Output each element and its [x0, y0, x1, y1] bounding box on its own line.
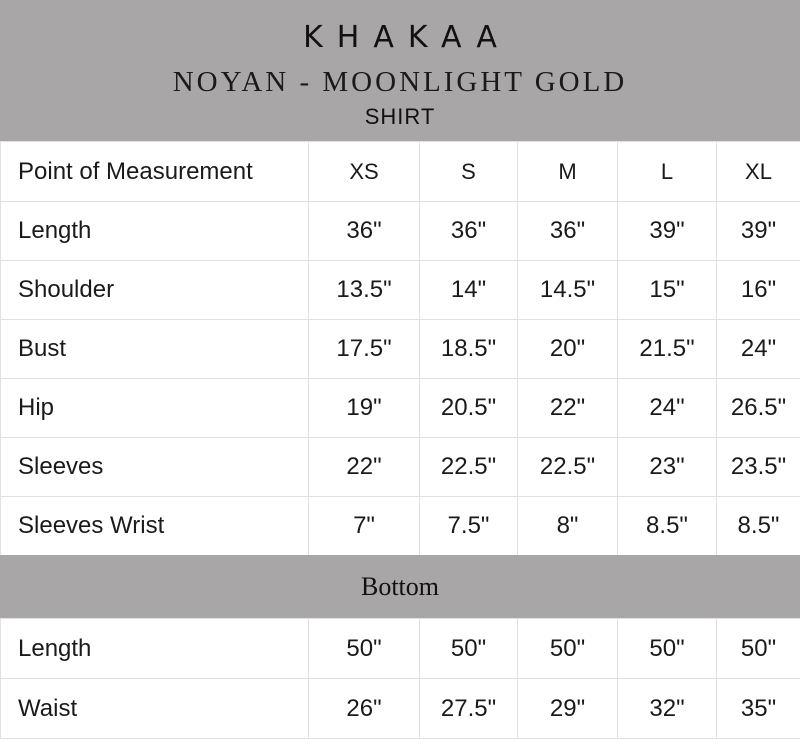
measurement-value: 50"	[309, 619, 420, 679]
table-row	[1, 261, 800, 320]
table-row	[1, 438, 800, 497]
table-row	[1, 379, 800, 438]
measurement-value: 21.5"	[618, 320, 717, 379]
measurement-value: 32"	[618, 679, 717, 739]
size-chart-header	[0, 0, 800, 141]
size-header-row	[1, 142, 800, 202]
measurement-value: 50"	[420, 619, 518, 679]
measurement-label: Length	[1, 202, 309, 261]
measurement-value: 24"	[618, 379, 717, 438]
measurement-value: 26"	[309, 679, 420, 739]
measurement-label: Sleeves	[1, 438, 309, 497]
measurement-value: 29"	[518, 679, 618, 739]
measurement-value: 24"	[717, 320, 800, 379]
measurement-value: 22"	[309, 438, 420, 497]
measurement-label: Hip	[1, 379, 309, 438]
measurement-value: 26.5"	[717, 379, 800, 438]
shirt-size-table	[0, 141, 800, 556]
measurement-label: Bust	[1, 320, 309, 379]
bottom-section-header: Bottom	[0, 555, 800, 618]
measurement-value: 7"	[309, 497, 420, 556]
brand-logo: KHAKAA	[303, 20, 511, 55]
measurement-value: 7.5"	[420, 497, 518, 556]
product-name: NOYAN - MOONLIGHT GOLD	[172, 66, 628, 98]
bottom-size-table	[0, 618, 800, 739]
measurement-value: 36"	[309, 202, 420, 261]
measurement-column-header: Point of Measurement	[1, 142, 309, 202]
measurement-value: 36"	[420, 202, 518, 261]
size-header-xs: XS	[309, 142, 420, 202]
table-row	[1, 202, 800, 261]
measurement-value: 19"	[309, 379, 420, 438]
table-row	[1, 497, 800, 556]
measurement-value: 23"	[618, 438, 717, 497]
measurement-value: 27.5"	[420, 679, 518, 739]
measurement-label: Length	[1, 619, 309, 679]
measurement-label: Shoulder	[1, 261, 309, 320]
measurement-value: 50"	[518, 619, 618, 679]
measurement-label: Waist	[1, 679, 309, 739]
size-header-s: S	[420, 142, 518, 202]
measurement-value: 14.5"	[518, 261, 618, 320]
size-header-m: M	[518, 142, 618, 202]
measurement-value: 8"	[518, 497, 618, 556]
measurement-value: 39"	[618, 202, 717, 261]
measurement-value: 17.5"	[309, 320, 420, 379]
table-row	[1, 619, 800, 679]
measurement-value: 13.5"	[309, 261, 420, 320]
measurement-value: 50"	[717, 619, 800, 679]
measurement-value: 50"	[618, 619, 717, 679]
size-header-l: L	[618, 142, 717, 202]
measurement-value: 20.5"	[420, 379, 518, 438]
measurement-value: 36"	[518, 202, 618, 261]
garment-type: SHIRT	[364, 104, 436, 129]
measurement-value: 39"	[717, 202, 800, 261]
measurement-value: 8.5"	[717, 497, 800, 556]
table-row	[1, 320, 800, 379]
measurement-value: 35"	[717, 679, 800, 739]
measurement-value: 20"	[518, 320, 618, 379]
measurement-value: 22.5"	[420, 438, 518, 497]
measurement-value: 23.5"	[717, 438, 800, 497]
measurement-value: 22.5"	[518, 438, 618, 497]
measurement-value: 16"	[717, 261, 800, 320]
measurement-value: 8.5"	[618, 497, 717, 556]
measurement-value: 22"	[518, 379, 618, 438]
table-row	[1, 679, 800, 739]
measurement-label: Sleeves Wrist	[1, 497, 309, 556]
measurement-value: 18.5"	[420, 320, 518, 379]
measurement-value: 15"	[618, 261, 717, 320]
size-header-xl: XL	[717, 142, 800, 202]
measurement-value: 14"	[420, 261, 518, 320]
